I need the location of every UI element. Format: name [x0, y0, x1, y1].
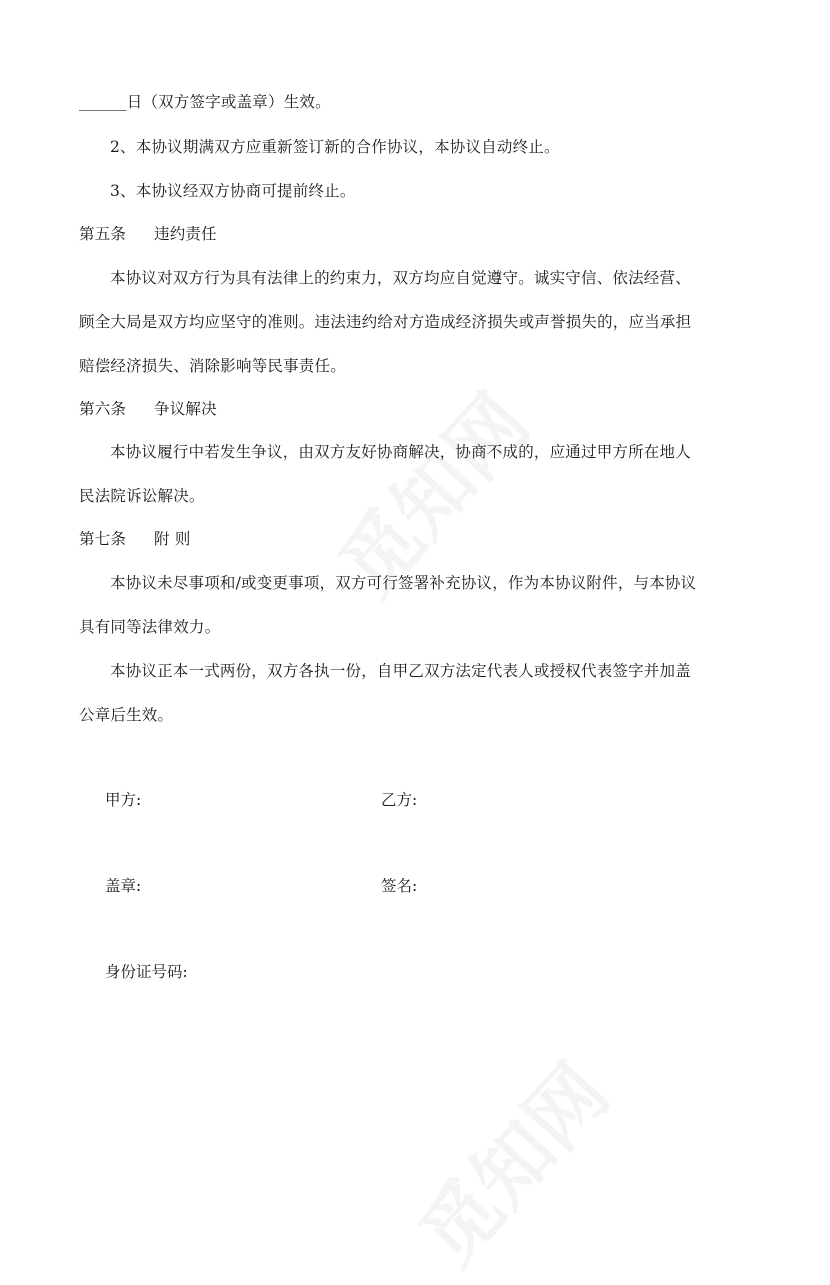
- section-number: 第七条: [79, 530, 127, 548]
- section-title: 附 则: [154, 530, 191, 548]
- party-a-label: 甲方:: [105, 791, 142, 809]
- paragraph-line: 赔偿经济损失、消除影响等民事责任。: [79, 357, 346, 375]
- paragraph-line: 公章后生效。: [79, 706, 174, 724]
- seal-label: 盖章:: [105, 877, 142, 895]
- watermark: [390, 1036, 630, 1285]
- paragraph-line: 本协议正本一式两份，双方各执一份，自甲乙双方法定代表人或授权代表签字并加盖: [110, 662, 691, 680]
- paragraph-line: 民法院诉讼解决。: [79, 487, 205, 505]
- clause-line: 2、本协议期满双方应重新签订新的合作协议，本协议自动终止。: [110, 138, 560, 156]
- party-b-label: 乙方:: [381, 791, 418, 809]
- signature-label: 签名:: [381, 877, 418, 895]
- paragraph-line: 本协议履行中若发生争议，由双方友好协商解决，协商不成的，应通过甲方所在地人: [110, 443, 691, 461]
- section-number: 第六条: [79, 400, 127, 418]
- paragraph-line: 具有同等法律效力。: [79, 618, 221, 636]
- paragraph-line: 本协议对双方行为具有法律上的约束力，双方均应自觉遵守。诚实守信、依法经营、: [110, 269, 691, 287]
- paragraph-line: 顾全大局是双方均应坚守的准则。违法违约给对方造成经济损失或声誉损失的，应当承担: [79, 313, 692, 331]
- section-number: 第五条: [79, 225, 127, 243]
- clause-line: ______日（双方签字或盖章）生效。: [79, 93, 331, 111]
- section-title: 违约责任: [154, 225, 217, 243]
- section-title: 争议解决: [154, 400, 217, 418]
- clause-line: 3、本协议经双方协商可提前终止。: [110, 182, 356, 200]
- paragraph-line: 本协议未尽事项和/或变更事项，双方可行签署补充协议，作为本协议附件，与本协议: [110, 574, 697, 592]
- id-number-label: 身份证号码:: [105, 963, 188, 981]
